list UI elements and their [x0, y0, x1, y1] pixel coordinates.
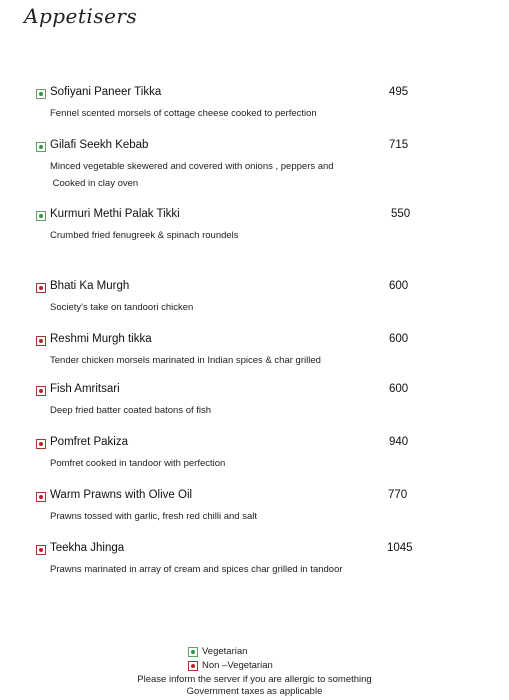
item-description	[50, 299, 410, 316]
allergy-note: Please inform the server if you are allergic to something	[137, 674, 372, 685]
item-description	[50, 227, 410, 244]
item-description	[50, 402, 410, 419]
item-description-line: Society's take on tandoori chicken	[50, 302, 194, 313]
item-description	[50, 158, 410, 192]
item-price: 550	[391, 208, 411, 220]
item-name: Pomfret Pakiza	[50, 436, 128, 448]
item-name: Gilafi Seekh Kebab	[50, 139, 149, 151]
nonveg-indicator-icon	[36, 336, 46, 346]
item-name: Kurmuri Methi Palak Tikki	[50, 208, 180, 220]
item-description-line: Prawns marinated in array of cream and spices char grilled in tandoor	[50, 564, 343, 575]
item-description-line: Tender chicken morsels marinated in Indian spices & char grilled	[50, 355, 321, 366]
item-description	[50, 455, 410, 472]
item-price: 495	[389, 86, 409, 98]
item-name: Teekha Jhinga	[50, 542, 125, 554]
item-description	[50, 352, 410, 369]
item-price: 940	[389, 436, 409, 448]
item-description	[50, 508, 410, 525]
item-name: Sofiyani Paneer Tikka	[50, 86, 162, 98]
section-title: Appetisers	[24, 4, 138, 28]
nonveg-indicator-icon	[36, 439, 46, 449]
item-name: Fish Amritsari	[50, 383, 120, 395]
nonveg-indicator-icon	[188, 661, 198, 671]
item-description	[50, 105, 410, 122]
item-price: 600	[389, 333, 409, 345]
tax-note: Government taxes as applicable	[186, 686, 323, 697]
item-price: 1045	[387, 542, 413, 554]
nonveg-indicator-icon	[36, 283, 46, 293]
item-description-line: Cooked in clay oven	[50, 178, 139, 189]
item-description-line: Deep fried batter coated batons of fish	[50, 405, 212, 416]
item-description	[50, 561, 410, 578]
legend-nonveg-label: Non –Vegetarian	[202, 660, 273, 671]
item-price: 600	[389, 383, 409, 395]
nonveg-indicator-icon	[36, 386, 46, 396]
item-price: 715	[389, 139, 409, 151]
veg-indicator-icon	[188, 647, 198, 657]
item-description-line: Pomfret cooked in tandoor with perfection	[50, 458, 226, 469]
item-name: Reshmi Murgh tikka	[50, 333, 152, 345]
item-price: 770	[388, 489, 408, 501]
item-description-line: Minced vegetable skewered and covered with onions , peppers and	[50, 161, 334, 172]
nonveg-indicator-icon	[36, 492, 46, 502]
nonveg-indicator-icon	[36, 545, 46, 555]
veg-indicator-icon	[36, 142, 46, 152]
item-price: 600	[389, 280, 409, 292]
veg-indicator-icon	[36, 89, 46, 99]
legend-veg-label: Vegetarian	[202, 646, 248, 657]
item-name: Warm Prawns with Olive Oil	[50, 489, 193, 501]
item-name: Bhati Ka Murgh	[50, 280, 130, 292]
item-description-line: Crumbed fried fenugreek & spinach roundels	[50, 230, 239, 241]
veg-indicator-icon	[36, 211, 46, 221]
item-description-line: Fennel scented morsels of cottage cheese cooked to perfection	[50, 108, 317, 119]
item-description-line: Prawns tossed with garlic, fresh red chilli and salt	[50, 511, 257, 522]
